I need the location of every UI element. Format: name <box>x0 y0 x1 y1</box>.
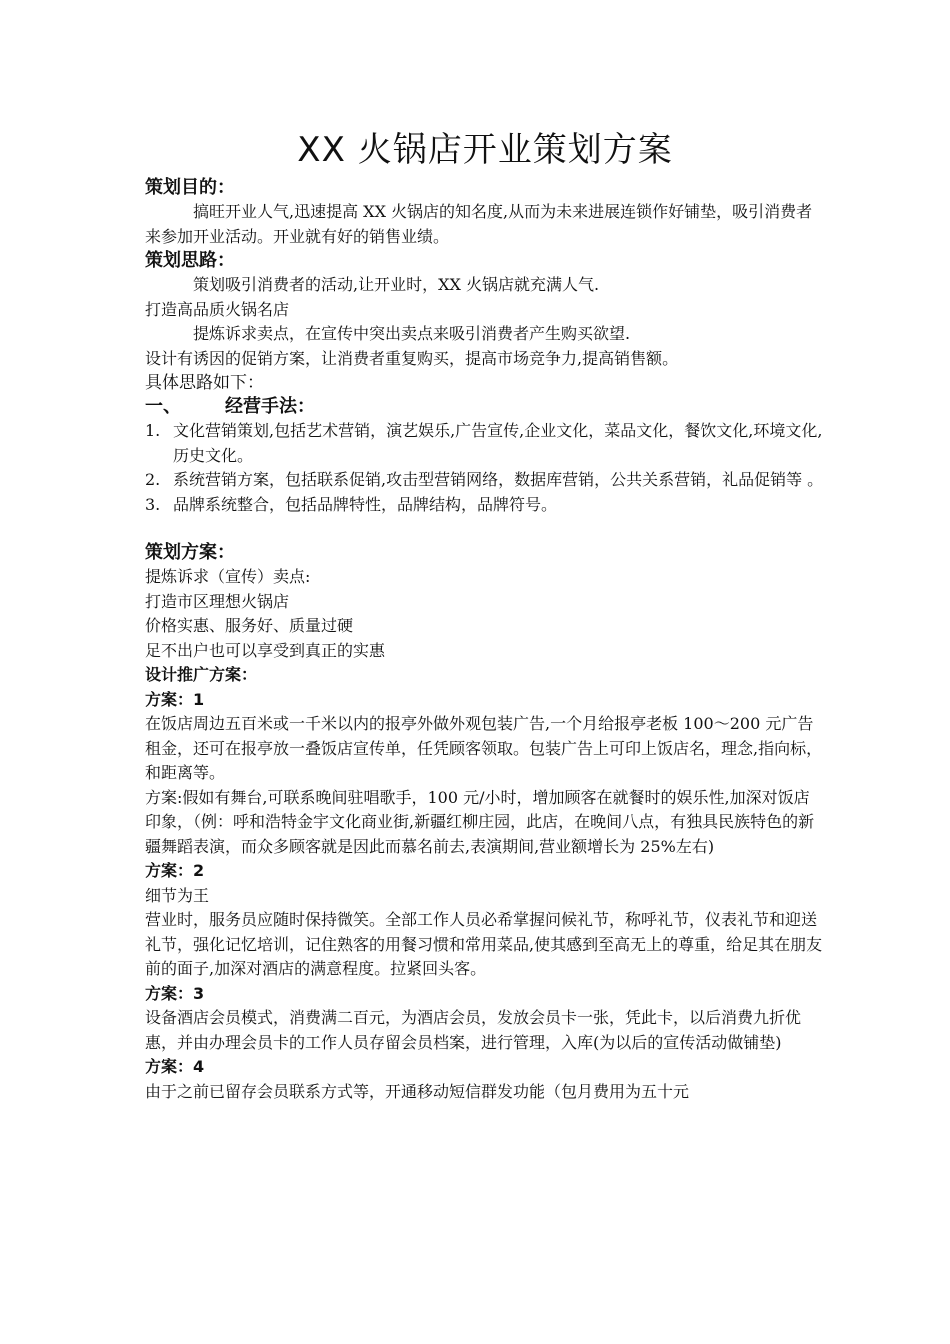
spacer <box>145 517 825 541</box>
list-item-text: 系统营销方案，包括联系促销,攻击型营销网络，数据库营销，公共关系营销，礼品促销等 。 <box>173 470 824 489</box>
option-1-text-2: 方案:假如有舞台,可联系晚间驻唱歌手，100 元/小时，增加顾客在就餐时的娱乐性,加深对饭店印象，（例：呼和浩特金宇文化商业街,新疆红柳庄园，此店，在晚间八点，有独具民族特色的新疆舞蹈表演，而众多顾客就是因此而慕名前去,表演期间,营业额增长为 25%左右) <box>145 787 815 856</box>
list-item <box>145 468 825 493</box>
plan-line: 打造市区理想火锅店 <box>145 591 290 611</box>
section-one-number: 一、 <box>145 396 181 417</box>
document-body <box>145 128 825 1104</box>
option-2-label: 方案：2 <box>145 861 205 880</box>
list-item-text: 文化营销策划,包括艺术营销，演艺娱乐,广告宣传,企业文化，菜品文化，餐饮文化,环境文化,历史文化。 <box>173 421 823 465</box>
section-one-title: 经营手法： <box>225 396 315 417</box>
list-item-number: 2. <box>145 470 161 489</box>
approach-line-5: 具体思路如下： <box>145 373 264 393</box>
list-item <box>145 493 825 518</box>
approach-line-1: 策划吸引消费者的活动,让开业时，XX 火锅店就充满人气. <box>193 275 600 294</box>
option-3-text: 设备酒店会员模式，消费满二百元，为酒店会员，发放会员卡一张，凭此卡，以后消费九折优惠，并由办理会员卡的工作人员存留会员档案，进行管理，入库(为以后的宣传活动做铺垫) <box>145 1008 802 1052</box>
option-2-text: 营业时，服务员应随时保持微笑。全部工作人员必希掌握问候礼节，称呼礼节，仪表礼节和迎送礼节，强化记忆培训，记住熟客的用餐习惯和常用菜品,使其感到至高无上的尊重，给足其在朋友前的面子,加深对酒店的满意程度。拉紧回头客。 <box>145 910 823 978</box>
approach-heading: 策划思路： <box>145 250 235 271</box>
option-4-label: 方案：4 <box>145 1057 205 1076</box>
option-1-text: 在饭店周边五百米或一千米以内的报亭外做外观包装广告,一个月给报亭老板 100～200 元广告租金，还可在报亭放一叠饭店宣传单，任凭顾客领取。包装广告上可印上饭店名，理念,指向标，和距离等。 <box>145 714 823 782</box>
option-2-title: 细节为王 <box>145 885 210 905</box>
plan-heading: 策划方案： <box>145 542 235 563</box>
option-4-text: 由于之前已留存会员联系方式等，开通移动短信群发功能（包月费用为五十元 <box>145 1081 690 1101</box>
purpose-heading: 策划目的： <box>145 177 235 198</box>
plan-line: 提炼诉求（宣传）卖点: <box>145 567 311 586</box>
option-1-label: 方案：1 <box>145 689 205 709</box>
plan-line: 足不出户也可以享受到真正的实惠 <box>145 640 386 660</box>
plan-line: 价格实惠、服务好、质量过硬 <box>145 616 354 635</box>
list-item-number: 3. <box>145 494 161 514</box>
approach-line-2: 打造高品质火锅名店 <box>145 299 290 319</box>
option-3-label: 方案：3 <box>145 983 205 1003</box>
list-item-number: 1. <box>145 421 161 440</box>
methods-list <box>145 419 825 517</box>
approach-line-4: 设计有诱因的促销方案，让消费者重复购买，提高市场竞争力,提高销售额。 <box>145 348 679 368</box>
list-item-text: 品牌系统整合，包括品牌特性，品牌结构，品牌符号。 <box>173 494 558 514</box>
list-item <box>145 419 825 468</box>
page-title: XX 火锅店开业策划方案 <box>297 130 673 170</box>
approach-line-3: 提炼诉求卖点，在宣传中突出卖点来吸引消费者产生购买欲望. <box>193 324 631 343</box>
section-one-heading <box>145 395 825 419</box>
purpose-text: 搞旺开业人气,迅速提高 XX 火锅店的知名度,从而为未来进展连锁作好铺垫，吸引消费者来参加开业活动。开业就有好的销售业绩。 <box>145 202 813 246</box>
promo-heading: 设计推广方案： <box>145 665 258 684</box>
